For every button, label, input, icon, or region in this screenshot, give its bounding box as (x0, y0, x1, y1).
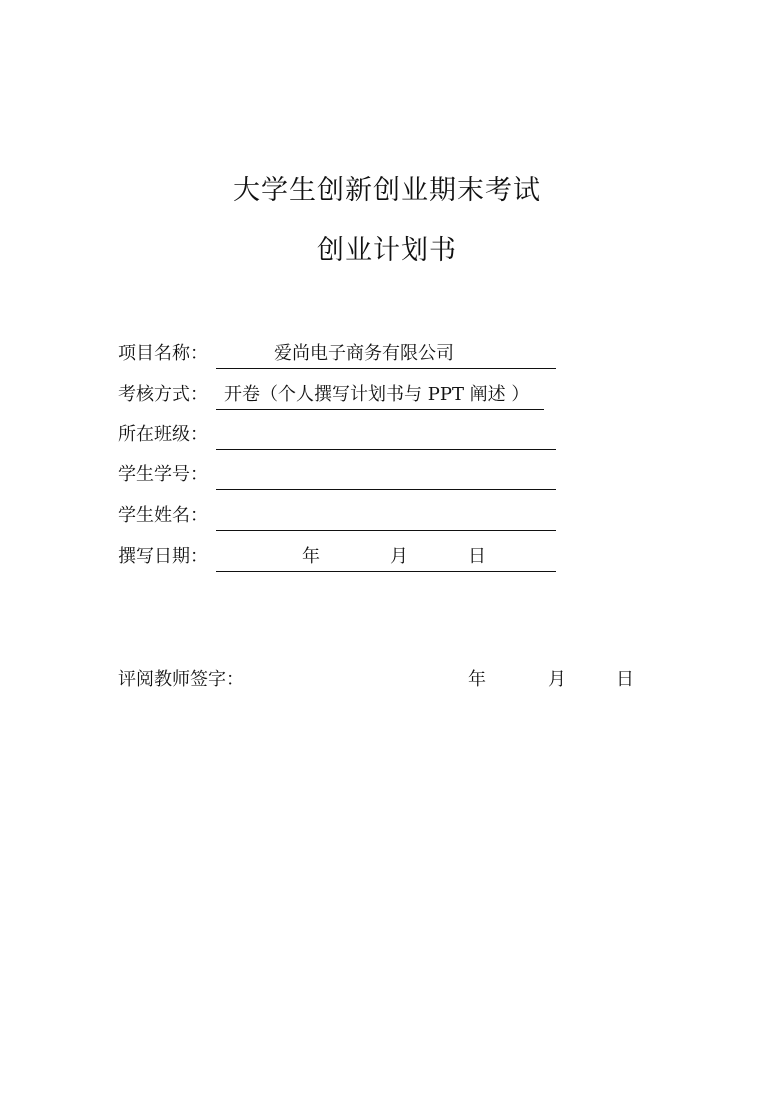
teacher-signature-label: 评阅教师签字： (118, 669, 244, 690)
project-name-field[interactable] (216, 340, 556, 369)
signature-year: 年 (468, 669, 486, 690)
class-field[interactable] (216, 421, 556, 450)
project-name-value: 爱尚电子商务有限公司 (274, 343, 454, 364)
writing-date-month: 月 (390, 546, 408, 567)
assessment-method-value: 开卷（个人撰写计划书与 PPT 阐述 ） (224, 384, 530, 405)
student-name-label: 学生姓名： (118, 505, 208, 526)
student-id-field[interactable] (216, 461, 556, 490)
signature-day: 日 (616, 669, 634, 690)
project-name-label: 项目名称： (118, 343, 208, 364)
student-name-field[interactable] (216, 502, 556, 531)
class-label: 所在班级： (118, 424, 208, 445)
writing-date-day: 日 (468, 546, 486, 567)
writing-date-label: 撰写日期： (118, 546, 208, 567)
assessment-method-label: 考核方式： (118, 384, 208, 405)
writing-date-field[interactable] (216, 543, 556, 572)
student-id-label: 学生学号： (118, 464, 208, 485)
signature-month: 月 (548, 669, 566, 690)
writing-date-year: 年 (302, 546, 320, 567)
document-subtitle: 创业计划书 (317, 235, 457, 266)
document-title: 大学生创新创业期末考试 (233, 175, 541, 206)
assessment-method-field[interactable] (216, 381, 544, 410)
